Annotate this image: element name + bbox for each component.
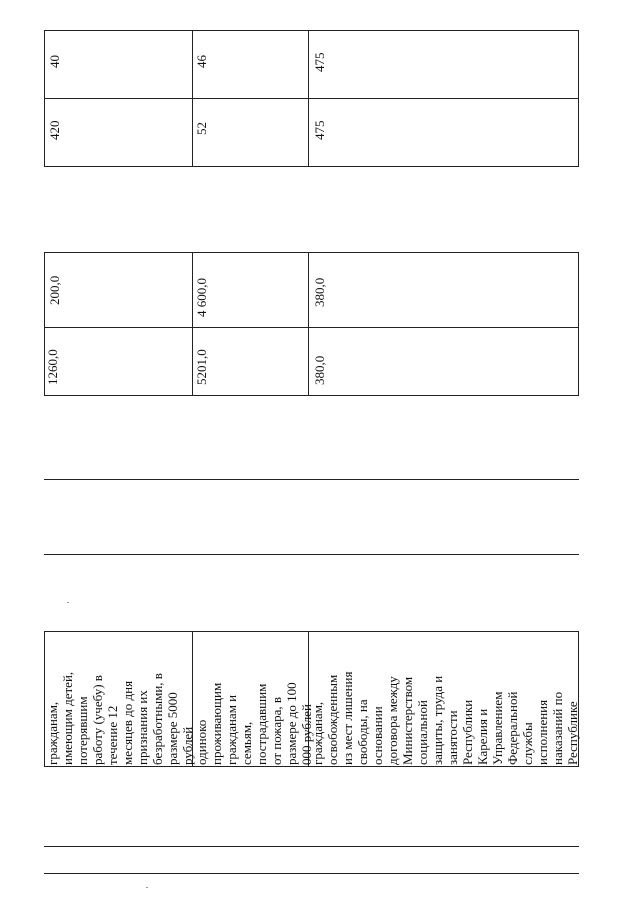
scan-speck: [67, 602, 69, 603]
table-cell: 420: [47, 120, 62, 140]
divider-line: [44, 479, 579, 480]
scan-speck: [146, 887, 148, 888]
table-cell: гражданам, имеющим детей, потерявшим работу (учебу) в течение 12 месяцев до дня признания их безработными, в размере 5000 рублей: [45, 671, 195, 765]
table-cell: 46: [194, 55, 209, 68]
table-cell: 200,0: [47, 275, 62, 305]
divider-line: [44, 554, 579, 555]
table-cell: 1260,0: [45, 349, 60, 385]
table-cell: 475: [312, 120, 327, 140]
table-cell: 5201,0: [194, 349, 209, 385]
table-cell: 40: [47, 55, 62, 68]
table-cell: 380,0: [312, 277, 327, 307]
table-cell: гражданам, освобожденным из мест лишения свободы, на основании договора между Министерством социальной защиты, труда и занятости Республики Карелия и Управлением Федеральной службы исполнения наказаний по Республике: [310, 671, 580, 765]
table-cell: 475: [312, 52, 327, 72]
table-cell: одиноко проживающим гражданам и семьям, пострадавшим от пожара, в размере до 100 000 рублей: [194, 682, 314, 765]
divider-line: [44, 846, 579, 847]
table-cell: 380,0: [312, 355, 327, 385]
divider-line: [44, 873, 579, 874]
table-cell: 52: [194, 122, 209, 135]
table-cell: 4 600,0: [194, 278, 209, 317]
